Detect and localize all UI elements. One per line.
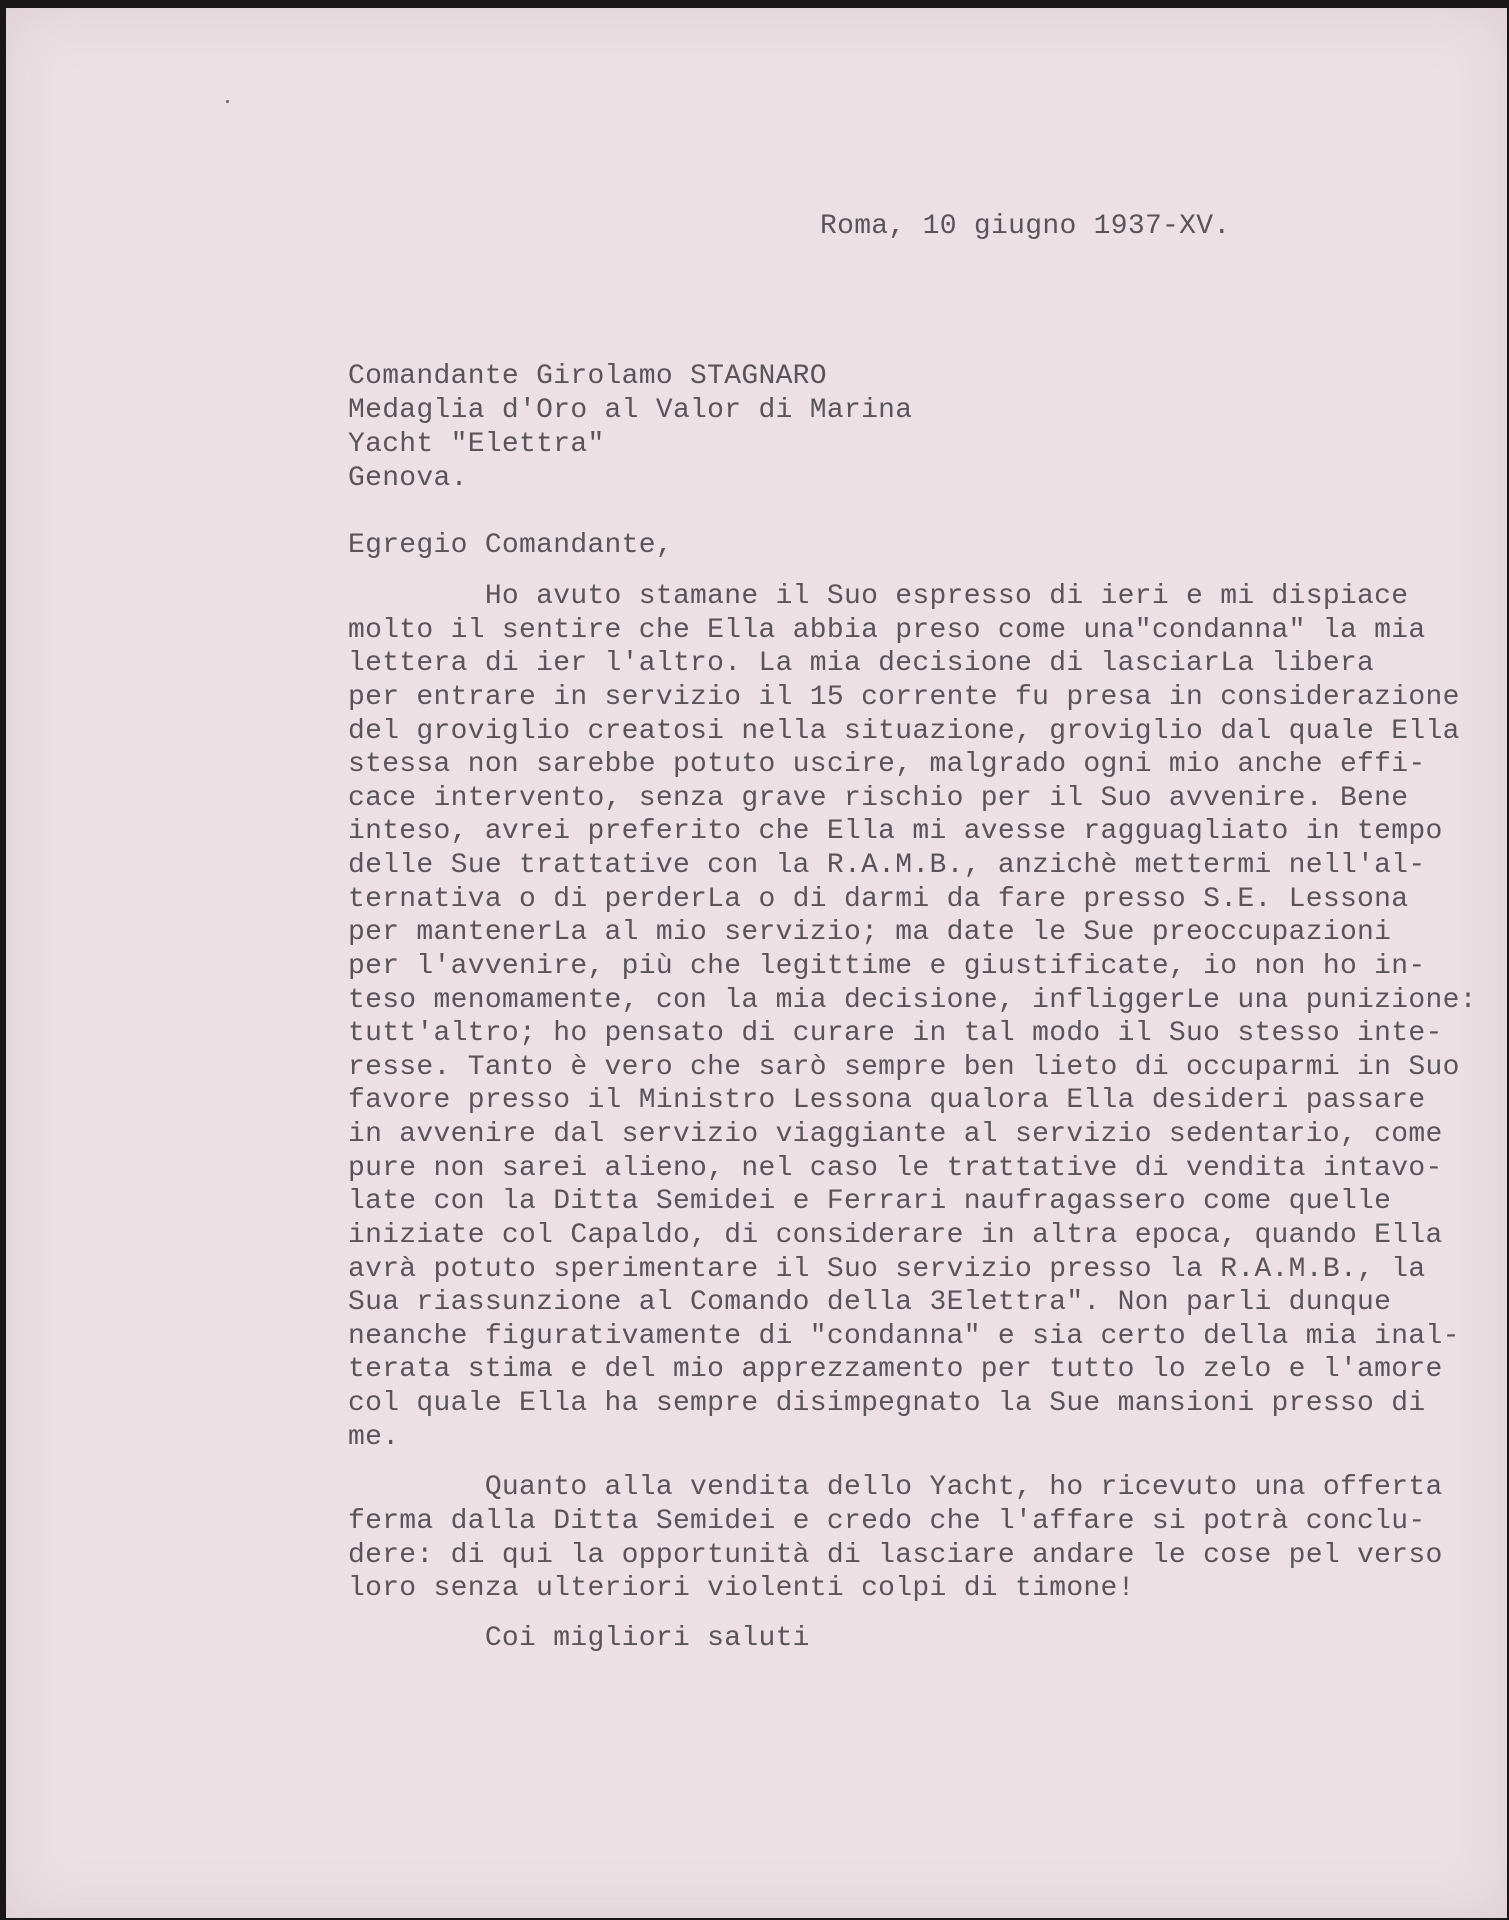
- body-line: cace intervento, senza grave rischio per il Suo avvenire. Bene: [348, 783, 1409, 814]
- body-line: resse. Tanto è vero che sarò sempre ben lieto di occuparmi in Suo: [348, 1052, 1460, 1083]
- body-line: terata stima e del mio apprezzamento per tutto lo zelo e l'amore: [348, 1354, 1443, 1385]
- body-line: pure non sarei alieno, nel caso le trattative di vendita intavo-: [348, 1153, 1443, 1184]
- body-line: per entrare in servizio il 15 corrente fu presa in considerazione: [348, 682, 1460, 713]
- closing-line: Coi migliori saluti: [348, 1623, 810, 1654]
- paper-speck: [226, 100, 229, 103]
- body-line: dere: di qui la opportunità di lasciare andare le cose pel verso: [348, 1540, 1443, 1571]
- salutation: Egregio Comandante,: [348, 530, 673, 561]
- body-line: molto il sentire che Ella abbia preso come una"condanna" la mia: [348, 615, 1426, 646]
- body-line: col quale Ella ha sempre disimpegnato la Sue mansioni presso di: [348, 1388, 1426, 1419]
- body-line: avrà potuto sperimentare il Suo servizio presso la R.A.M.B., la: [348, 1254, 1426, 1285]
- body-line: Sua riassunzione al Comando della 3Elettra". Non parli dunque: [348, 1287, 1392, 1318]
- body-line: per mantenerLa al mio servizio; ma date le Sue preoccupazioni: [348, 917, 1392, 948]
- body-line: neanche figurativamente di "condanna" e sia certo della mia inal-: [348, 1321, 1460, 1352]
- body-line: ferma dalla Ditta Semidei e credo che l'affare si potrà conclu-: [348, 1506, 1426, 1537]
- body-line: loro senza ulteriori violenti colpi di timone!: [348, 1573, 1135, 1604]
- body-line: Ho avuto stamane il Suo espresso di ieri e mi dispiace: [348, 581, 1409, 612]
- address-line: Comandante Girolamo STAGNARO: [348, 361, 827, 392]
- letter-page: [6, 8, 1507, 1918]
- body-line: del groviglio creatosi nella situazione, groviglio dal quale Ella: [348, 716, 1460, 747]
- address-line: Yacht "Elettra": [348, 429, 605, 460]
- letter-date: Roma, 10 giugno 1937-XV.: [820, 211, 1231, 242]
- body-line: late con la Ditta Semidei e Ferrari naufragassero come quelle: [348, 1186, 1392, 1217]
- body-line: me.: [348, 1422, 400, 1453]
- body-line: iniziate col Capaldo, di considerare in altra epoca, quando Ella: [348, 1220, 1443, 1251]
- address-line: Genova.: [348, 463, 468, 494]
- address-line: Medaglia d'Oro al Valor di Marina: [348, 395, 913, 426]
- body-line: ternativa o di perderLa o di darmi da fare presso S.E. Lessona: [348, 884, 1409, 915]
- body-line: per l'avvenire, più che legittime e giustificate, io non ho in-: [348, 951, 1426, 982]
- body-line: inteso, avrei preferito che Ella mi avesse ragguagliato in tempo: [348, 816, 1443, 847]
- body-line: lettera di ier l'altro. La mia decisione di lasciarLa libera: [348, 648, 1375, 679]
- body-line: delle Sue trattative con la R.A.M.B., anzichè mettermi nell'al-: [348, 850, 1426, 881]
- body-line: favore presso il Ministro Lessona qualora Ella desideri passare: [348, 1085, 1426, 1116]
- body-line: Quanto alla vendita dello Yacht, ho ricevuto una offerta: [348, 1472, 1443, 1503]
- body-line: tutt'altro; ho pensato di curare in tal modo il Suo stesso inte-: [348, 1018, 1443, 1049]
- body-line: in avvenire dal servizio viaggiante al servizio sedentario, come: [348, 1119, 1443, 1150]
- body-line: teso menomamente, con la mia decisione, infliggerLe una punizione:: [348, 985, 1477, 1016]
- body-line: stessa non sarebbe potuto uscire, malgrado ogni mio anche effi-: [348, 749, 1426, 780]
